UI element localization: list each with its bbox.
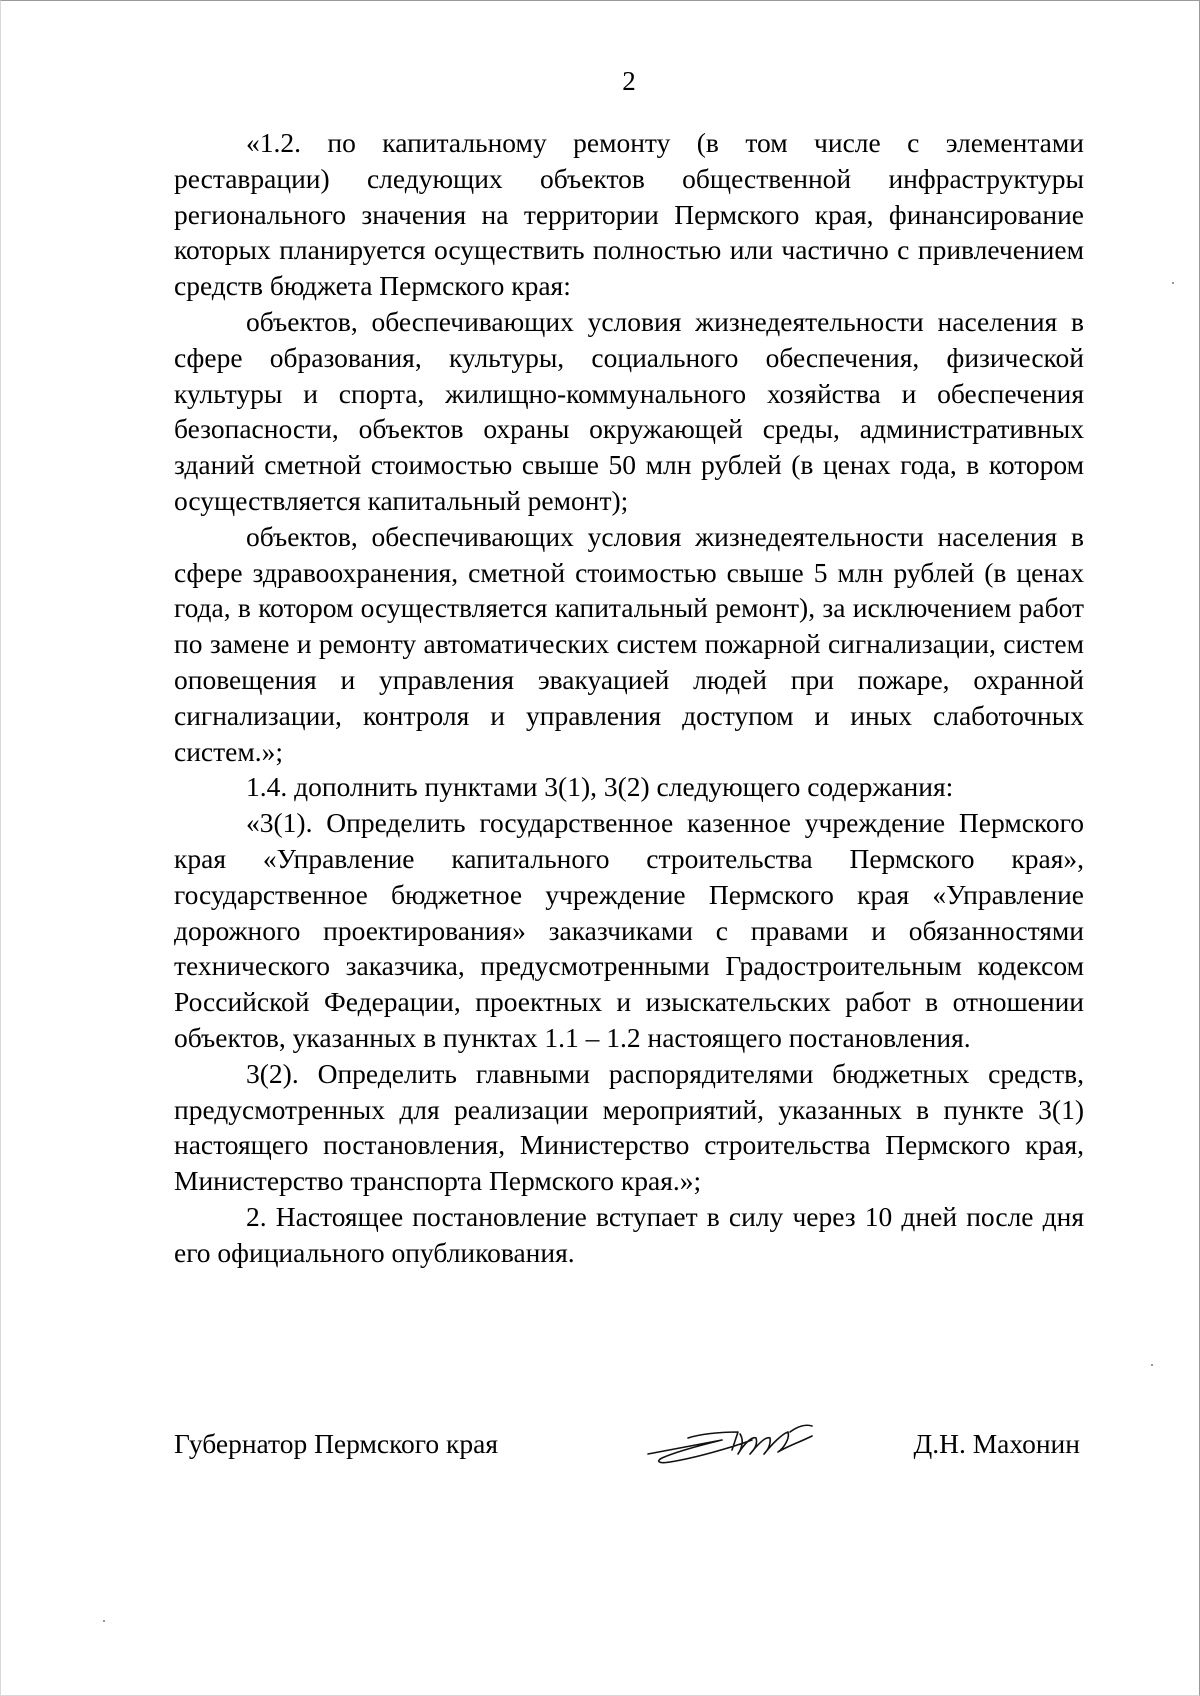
scan-speck [103,1620,105,1622]
signatory-name: Д.Н. Махонин [913,1428,1080,1459]
document-body [174,125,1084,1271]
paragraph-3-2: 3(2). Определить главными распорядителями бюджетных средств, предусмотренных для реализации мероприятий, указанных в пункте 3(1) настоящего постановления, Министерство строительства Пермского края, Министерство транспорта Пермского края.»; [174,1057,1084,1197]
paragraph-objects-healthcare: объектов, обеспечивающих условия жизнедеятельности населения в сфере здравоохранения, сметной стоимостью свыше 5 млн рублей (в ценах года, в котором осуществляется капитальный ремонт), за исключением работ по замене и ремонту автоматических систем пожарной сигнализации, систем оповещения и управления эвакуацией людей при пожаре, охранной сигнализации, контроля и управления доступом и иных слаботочных систем.»; [174,520,1084,767]
paragraph-objects-social: объектов, обеспечивающих условия жизнедеятельности населения в сфере образования, культуры, социального обеспечения, физической культуры и спорта, жилищно-коммунального хозяйства и обеспечения безопасности, объектов охраны окружающей среды, административных зданий сметной стоимостью свыше 50 млн рублей (в ценах года, в котором осуществляется капитальный ремонт); [174,305,1084,516]
page-number: 2 [622,66,636,96]
signature-block [174,1418,1084,1478]
paragraph-2: 2. Настоящее постановление вступает в силу через 10 дней после дня его официального опубликования. [174,1200,1084,1268]
handwritten-signature [640,1410,820,1474]
paragraph-3-1: «3(1). Определить государственное казенное учреждение Пермского края «Управление капитального строительства Пермского края», государственное бюджетное учреждение Пермского края «Управление дорожного проектирования» заказчиками с правами и обязанностями технического заказчика, предусмотренными Градостроительным кодексом Российской Федерации, проектных и изыскательских работ в отношении объектов, указанных в пунктах 1.1 – 1.2 настоящего постановления. [174,807,1084,1053]
signatory-position: Губернатор Пермского края [174,1428,498,1459]
scan-speck [1172,282,1174,284]
paragraph-1-4: 1.4. дополнить пунктами 3(1), 3(2) следующего содержания: [246,771,954,803]
scan-speck [1151,1364,1153,1366]
paragraph-1-2: «1.2. по капитальному ремонту (в том числе с элементами реставрации) следующих объектов общественной инфраструктуры регионального значения на территории Пермского края, финансирование которых планируется осуществить полностью или частично с привлечением средств бюджета Пермского края: [174,127,1084,302]
